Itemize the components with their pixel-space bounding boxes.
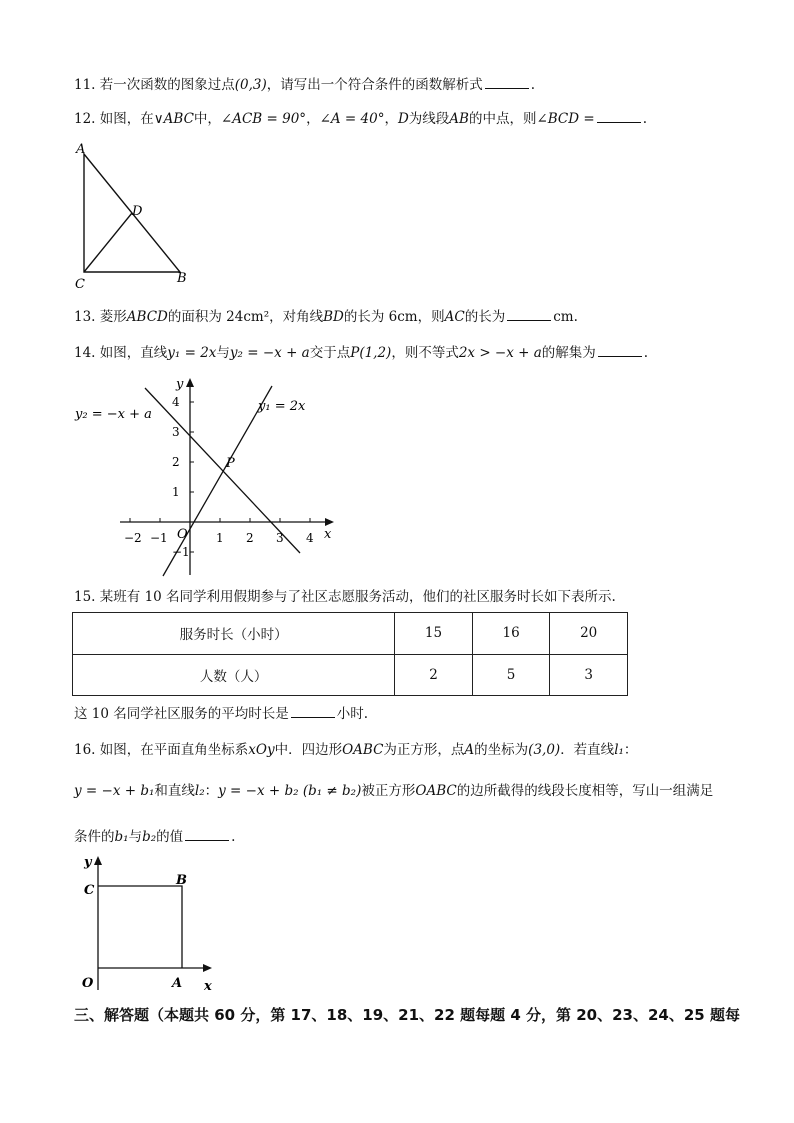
question-number: 16. (74, 742, 96, 758)
table-cell: 5 (472, 654, 550, 696)
table-cell: 16 (472, 613, 550, 655)
question-12: 12. 如图，在∨ABC中，∠ACB = 90°，∠A = 40°，D为线段AB的中点，则∠BCD = . (74, 108, 647, 129)
point-p-label: P (226, 456, 235, 471)
question-number: 11. (74, 77, 96, 93)
x-tick-label: −2 (124, 531, 142, 545)
label-b: B (176, 873, 187, 888)
y-tick-label: −1 (172, 545, 190, 559)
label-a: A (172, 976, 183, 991)
x-tick-label: 4 (306, 531, 314, 545)
x-axis-label: x (204, 979, 212, 994)
y-axis-arrow (94, 856, 102, 865)
label-c: C (84, 883, 95, 898)
x-tick-label: −1 (150, 531, 168, 545)
x-axis-label: x (324, 527, 332, 542)
row-header: 人数（人） (73, 654, 395, 696)
x-axis-arrow (203, 964, 212, 972)
x-tick-label: 2 (246, 531, 254, 545)
question-16-line-1: 16. 如图，在平面直角坐标系xOy中．四边形OABC为正方形，点A的坐标为(3,0)．若直线l₁： (74, 742, 638, 758)
y-tick-label: 4 (172, 395, 180, 409)
question-number: 14. (74, 345, 96, 361)
question-15-tail: 这 10 名同学社区服务的平均时长是 小时. (74, 703, 368, 724)
y-axis-label: y (176, 377, 184, 392)
question-11: 11. 若一次函数的图象过点(0,3)，请写出一个符合条件的函数解析式 . (74, 74, 535, 95)
table-cell: 2 (395, 654, 473, 696)
origin-label: O (82, 976, 94, 991)
label-y1: y₁ = 2x (258, 399, 306, 414)
question-16-line-3: 条件的b₁与b₂的值 . (74, 826, 235, 847)
origin-label: O (177, 527, 188, 542)
question-number: 15. (74, 589, 96, 605)
question-number: 12. (74, 111, 96, 127)
question-16-line-2: y = −x + b₁和直线l₂：y = −x + b₂ (b₁ ≠ b₂)被正方形OABC的边所截得的线段长度相等，写山一组满足 (74, 783, 714, 799)
question-13: 13. 菱形ABCD的面积为 24cm²，对角线BD的长为 6cm，则AC的长为 cm. (74, 306, 578, 327)
y-axis-label: y (84, 855, 92, 870)
y-tick-label: 1 (172, 485, 180, 499)
y-tick-label: 2 (172, 455, 180, 469)
label-a: A (76, 142, 86, 157)
x-tick-label: 1 (216, 531, 224, 545)
square-oabc (98, 886, 182, 968)
x-tick-label: 3 (276, 531, 284, 545)
label-d: D (132, 204, 143, 219)
question-number: 13. (74, 309, 96, 325)
table-cell: 15 (395, 613, 473, 655)
label-b: B (177, 271, 187, 286)
row-header: 服务时长（小时） (73, 613, 395, 655)
question-14: 14. 如图，直线y₁ = 2x与y₂ = −x + a交于点P(1,2)，则不等式2x > −x + a的解集为 . (74, 342, 648, 363)
table-cell: 20 (550, 613, 628, 655)
question-15: 15. 某班有 10 名同学利用假期参与了社区志愿服务活动，他们的社区服务时长如下表所示. (74, 589, 616, 605)
table-cell: 3 (550, 654, 628, 696)
label-c: C (75, 277, 85, 292)
label-y2: y₂ = −x + a (75, 407, 152, 422)
section-heading: 三、解答题（本题共 60 分，第 17、18、19、21、22 题每题 4 分，第 20、23、24、25 题每 (74, 1006, 740, 1024)
y-tick-label: 3 (172, 425, 180, 439)
